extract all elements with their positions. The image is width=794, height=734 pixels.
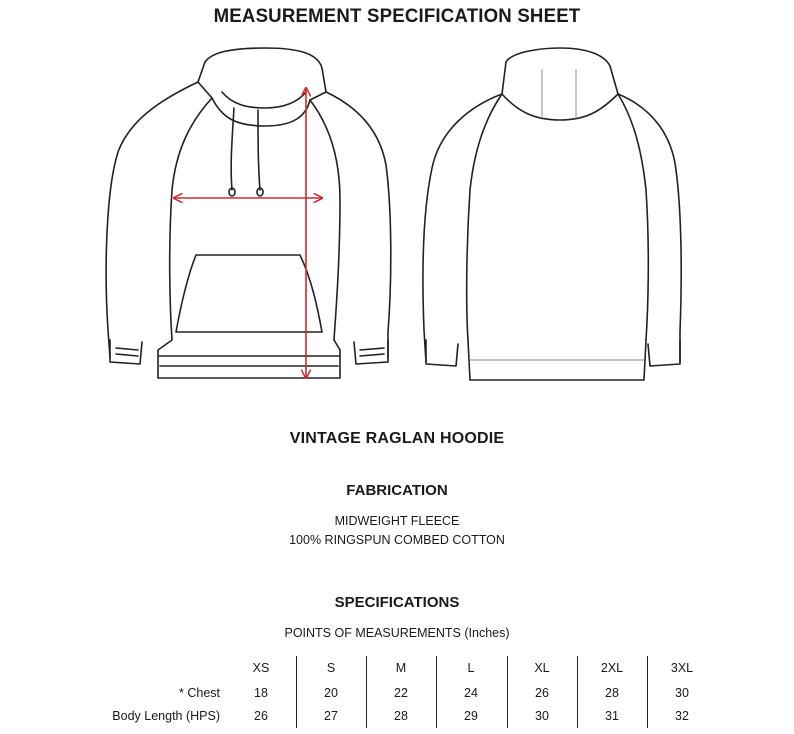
cell-length-3xl: 32: [675, 709, 689, 723]
cell-chest-l: 24: [464, 686, 478, 700]
hoodie-back-view: [423, 48, 681, 380]
fabrication-heading: FABRICATION: [346, 482, 448, 499]
cell-length-2xl: 31: [605, 709, 619, 723]
size-header-xs: XS: [252, 661, 270, 675]
hoodie-front-view: [106, 48, 391, 378]
row-label-chest: * Chest: [179, 686, 220, 700]
cell-chest-3xl: 30: [675, 686, 689, 700]
hoodie-illustrations: [0, 40, 794, 400]
fabrication-line-2: 100% RINGSPUN COMBED COTTON: [289, 533, 505, 547]
cell-chest-2xl: 28: [605, 686, 619, 700]
cell-length-l: 29: [464, 709, 478, 723]
cell-length-m: 28: [394, 709, 408, 723]
cell-length-xs: 26: [254, 709, 268, 723]
size-header-3xl: 3XL: [670, 661, 694, 675]
cell-chest-m: 22: [394, 686, 408, 700]
size-header-s: S: [326, 661, 336, 675]
fabrication-line-1: MIDWEIGHT FLEECE: [334, 514, 460, 528]
page-title: MEASUREMENT SPECIFICATION SHEET: [213, 6, 581, 27]
row-label-body-length: Body Length (HPS): [112, 709, 220, 723]
size-header-xl: XL: [534, 661, 550, 675]
cell-chest-xl: 26: [535, 686, 549, 700]
specifications-subheading: POINTS OF MEASUREMENTS (Inches): [284, 626, 510, 640]
cell-chest-s: 20: [324, 686, 338, 700]
cell-length-s: 27: [324, 709, 338, 723]
size-header-2xl: 2XL: [600, 661, 624, 675]
size-header-l: L: [467, 661, 475, 675]
product-name: VINTAGE RAGLAN HOODIE: [289, 430, 505, 447]
specifications-heading: SPECIFICATIONS: [334, 594, 460, 611]
cell-length-xl: 30: [535, 709, 549, 723]
measurement-lines: [174, 88, 322, 378]
size-header-m: M: [395, 661, 407, 675]
cell-chest-xs: 18: [254, 686, 268, 700]
